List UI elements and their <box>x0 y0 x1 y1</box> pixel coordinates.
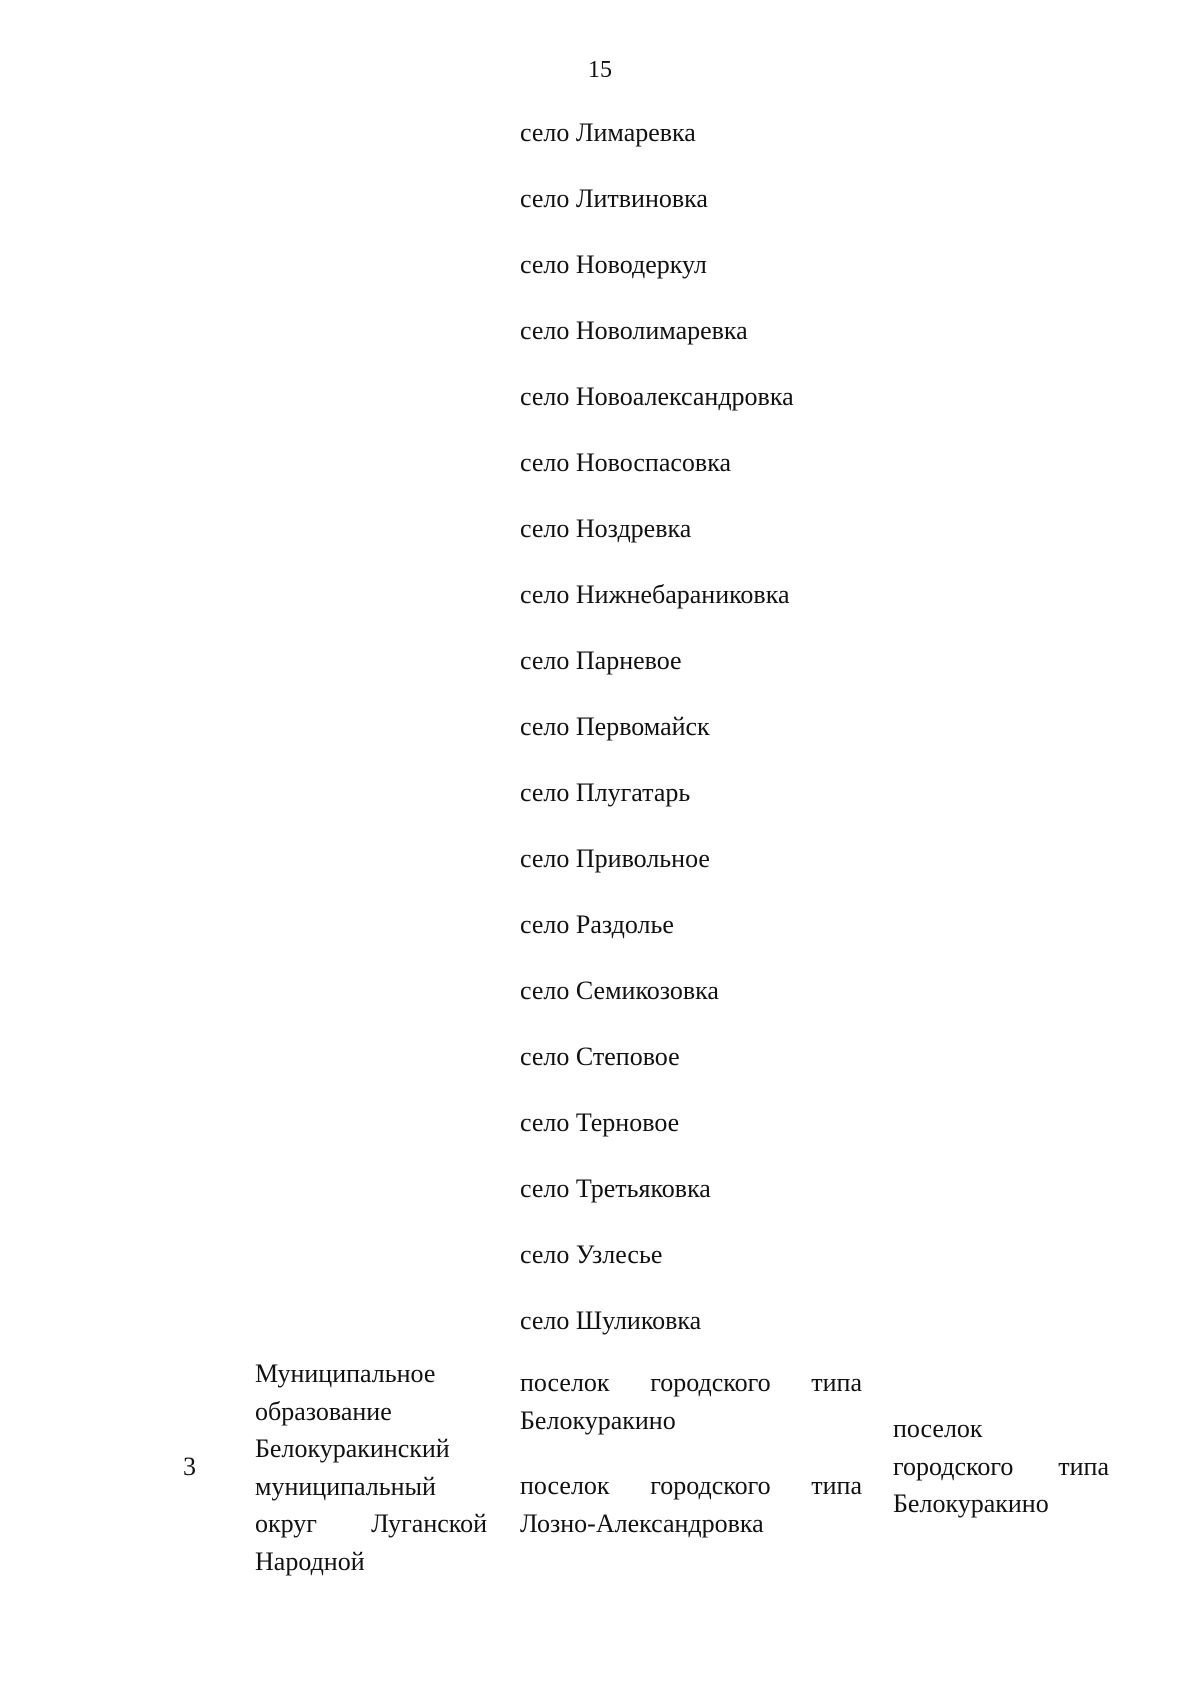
settlement-item: село Раздолье <box>520 910 674 939</box>
settlement-item: село Шуликовка <box>520 1306 702 1335</box>
settlement-item: село Нижнебараниковка <box>520 580 790 609</box>
municipality-line: Народной <box>255 1546 365 1576</box>
municipality-line: муниципальный <box>255 1471 436 1501</box>
settlement-line: Белокуракино <box>520 1405 676 1435</box>
settlement-item: село Ноздревка <box>520 514 692 543</box>
municipality-line: образование <box>255 1396 392 1426</box>
settlement-item: село Первомайск <box>520 712 710 741</box>
settlement-item: село Третьяковка <box>520 1174 711 1203</box>
municipality-line: Муниципальное <box>255 1359 436 1388</box>
settlement-item: село Новоспасовка <box>520 448 731 477</box>
settlement-item: село Лимаревка <box>520 118 696 147</box>
settlement-item: село Степовое <box>520 1042 680 1071</box>
settlement-item: село Новолимаревка <box>520 316 748 345</box>
settlement-item: село Новодеркул <box>520 250 707 279</box>
municipality-name <box>255 1355 487 1580</box>
administrative-center <box>893 1410 1109 1523</box>
center-line: Белокуракино <box>893 1489 1049 1518</box>
settlement-line: поселок городского типа <box>520 1368 862 1397</box>
settlement-item: село Семикозовка <box>520 976 719 1005</box>
settlement-item: село Терновое <box>520 1108 680 1137</box>
settlement-item: село Плугатарь <box>520 778 691 807</box>
settlement-lozno-aleksandrovka <box>520 1467 862 1542</box>
municipality-line: Белокуракинский <box>255 1434 450 1463</box>
settlement-item: село Новоалександровка <box>520 382 794 411</box>
settlement-item: село Литвиновка <box>520 184 708 213</box>
municipality-line: округ Луганской <box>255 1509 487 1538</box>
settlement-item: село Узлесье <box>520 1240 663 1269</box>
page-number: 15 <box>588 57 612 83</box>
center-line: городского типа <box>893 1451 1109 1481</box>
settlement-line: поселок городского типа <box>520 1471 862 1500</box>
settlement-list <box>520 118 794 1372</box>
settlement-line: Лозно-Александровка <box>520 1508 764 1538</box>
settlement-item: село Парневое <box>520 646 682 675</box>
row-number: 3 <box>183 1452 196 1481</box>
settlement-item: село Привольное <box>520 844 710 873</box>
settlement-belokurakino <box>520 1364 862 1439</box>
center-line: поселок <box>893 1414 983 1443</box>
